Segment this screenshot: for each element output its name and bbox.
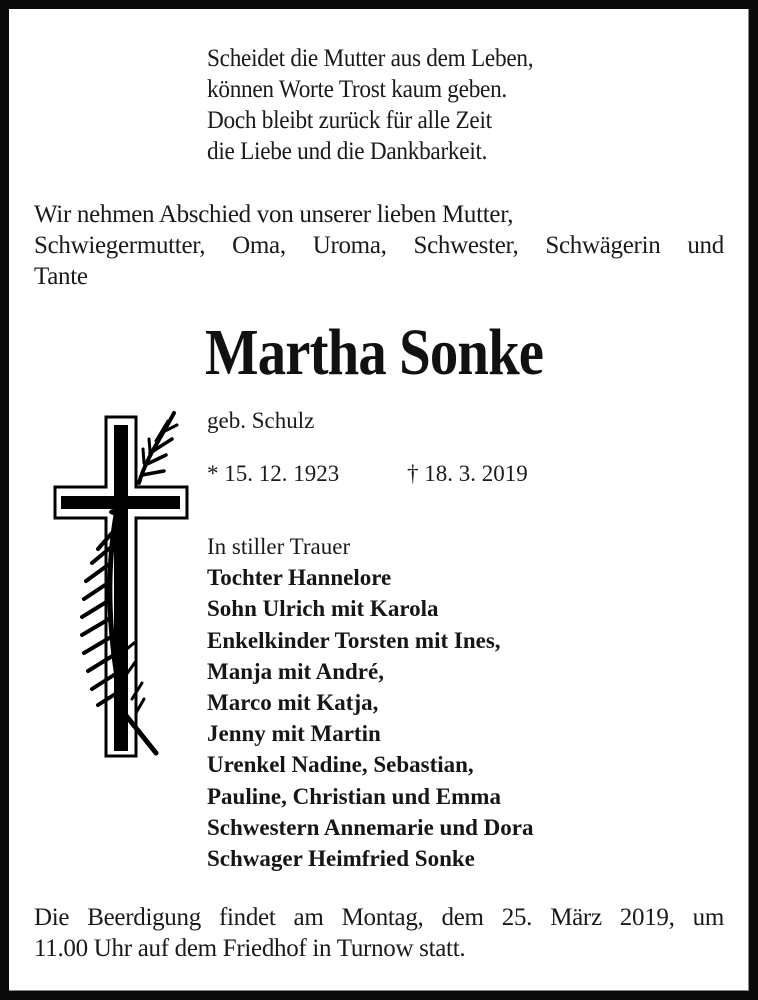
intro-word: Schwägerin <box>545 232 661 259</box>
funeral-word: Montag, <box>341 904 424 931</box>
intro-word: Uroma, <box>312 232 387 259</box>
memorial-poem <box>207 43 533 167</box>
obituary-card <box>9 9 749 991</box>
mourner-line: Pauline, Christian und Emma <box>207 783 501 809</box>
mourner-line: Schwager Heimfried Sonke <box>207 846 475 872</box>
funeral-word: März <box>550 904 602 931</box>
funeral-notice <box>34 902 724 964</box>
intro-word: Schwester, <box>413 232 519 259</box>
funeral-word: Die <box>34 904 70 931</box>
mourner-line: Jenny mit Martin <box>207 721 381 747</box>
intro-word: Schwiegermutter, <box>34 232 206 259</box>
funeral-word: findet <box>218 904 276 931</box>
mourner-line: Marco mit Katja, <box>207 690 379 716</box>
mourning-heading: In stiller Trauer <box>207 534 351 559</box>
deceased-name: Martha Sonke <box>205 316 544 389</box>
life-dates <box>207 460 627 488</box>
mourner-line: Enkelkinder Torsten mit Ines, <box>207 627 501 653</box>
mourner-line: Sohn Ulrich mit Karola <box>207 596 439 622</box>
cross-with-palm-branch-icon <box>46 403 196 763</box>
mourners-list <box>207 531 533 874</box>
funeral-word: am <box>293 904 324 931</box>
intro-line: Tante <box>34 263 88 290</box>
poem-line: Scheidet die Mutter aus dem Leben, <box>207 45 534 72</box>
funeral-line-justified <box>34 902 724 933</box>
funeral-word: 2019, <box>619 904 675 931</box>
mourner-line: Schwestern Annemarie und Dora <box>207 814 534 840</box>
birth-date: * 15. 12. 1923 <box>207 461 340 486</box>
funeral-word: um <box>692 904 724 931</box>
poem-line: Doch bleibt zurück für alle Zeit <box>207 107 492 134</box>
funeral-word: dem <box>441 904 484 931</box>
death-date: † 18. 3. 2019 <box>407 461 528 486</box>
mourner-line: Urenkel Nadine, Sebastian, <box>207 752 474 778</box>
mourner-line: Tochter Hannelore <box>207 565 392 591</box>
poem-line: können Worte Trost kaum geben. <box>207 76 507 103</box>
funeral-word: 25. <box>501 904 533 931</box>
intro-word: und <box>687 232 724 259</box>
birth-name: geb. Schulz <box>207 408 315 433</box>
poem-line: die Liebe und die Dankbarkeit. <box>207 138 488 165</box>
mourner-line: Manja mit André, <box>207 658 384 684</box>
intro-word: Oma, <box>232 232 286 259</box>
farewell-intro <box>34 199 724 292</box>
intro-line-justified <box>34 230 724 261</box>
funeral-line: 11.00 Uhr auf dem Friedhof in Turnow statt. <box>34 935 466 962</box>
funeral-word: Beerdigung <box>87 904 201 931</box>
intro-line: Wir nehmen Abschied von unserer lieben Mutter, <box>34 201 514 228</box>
